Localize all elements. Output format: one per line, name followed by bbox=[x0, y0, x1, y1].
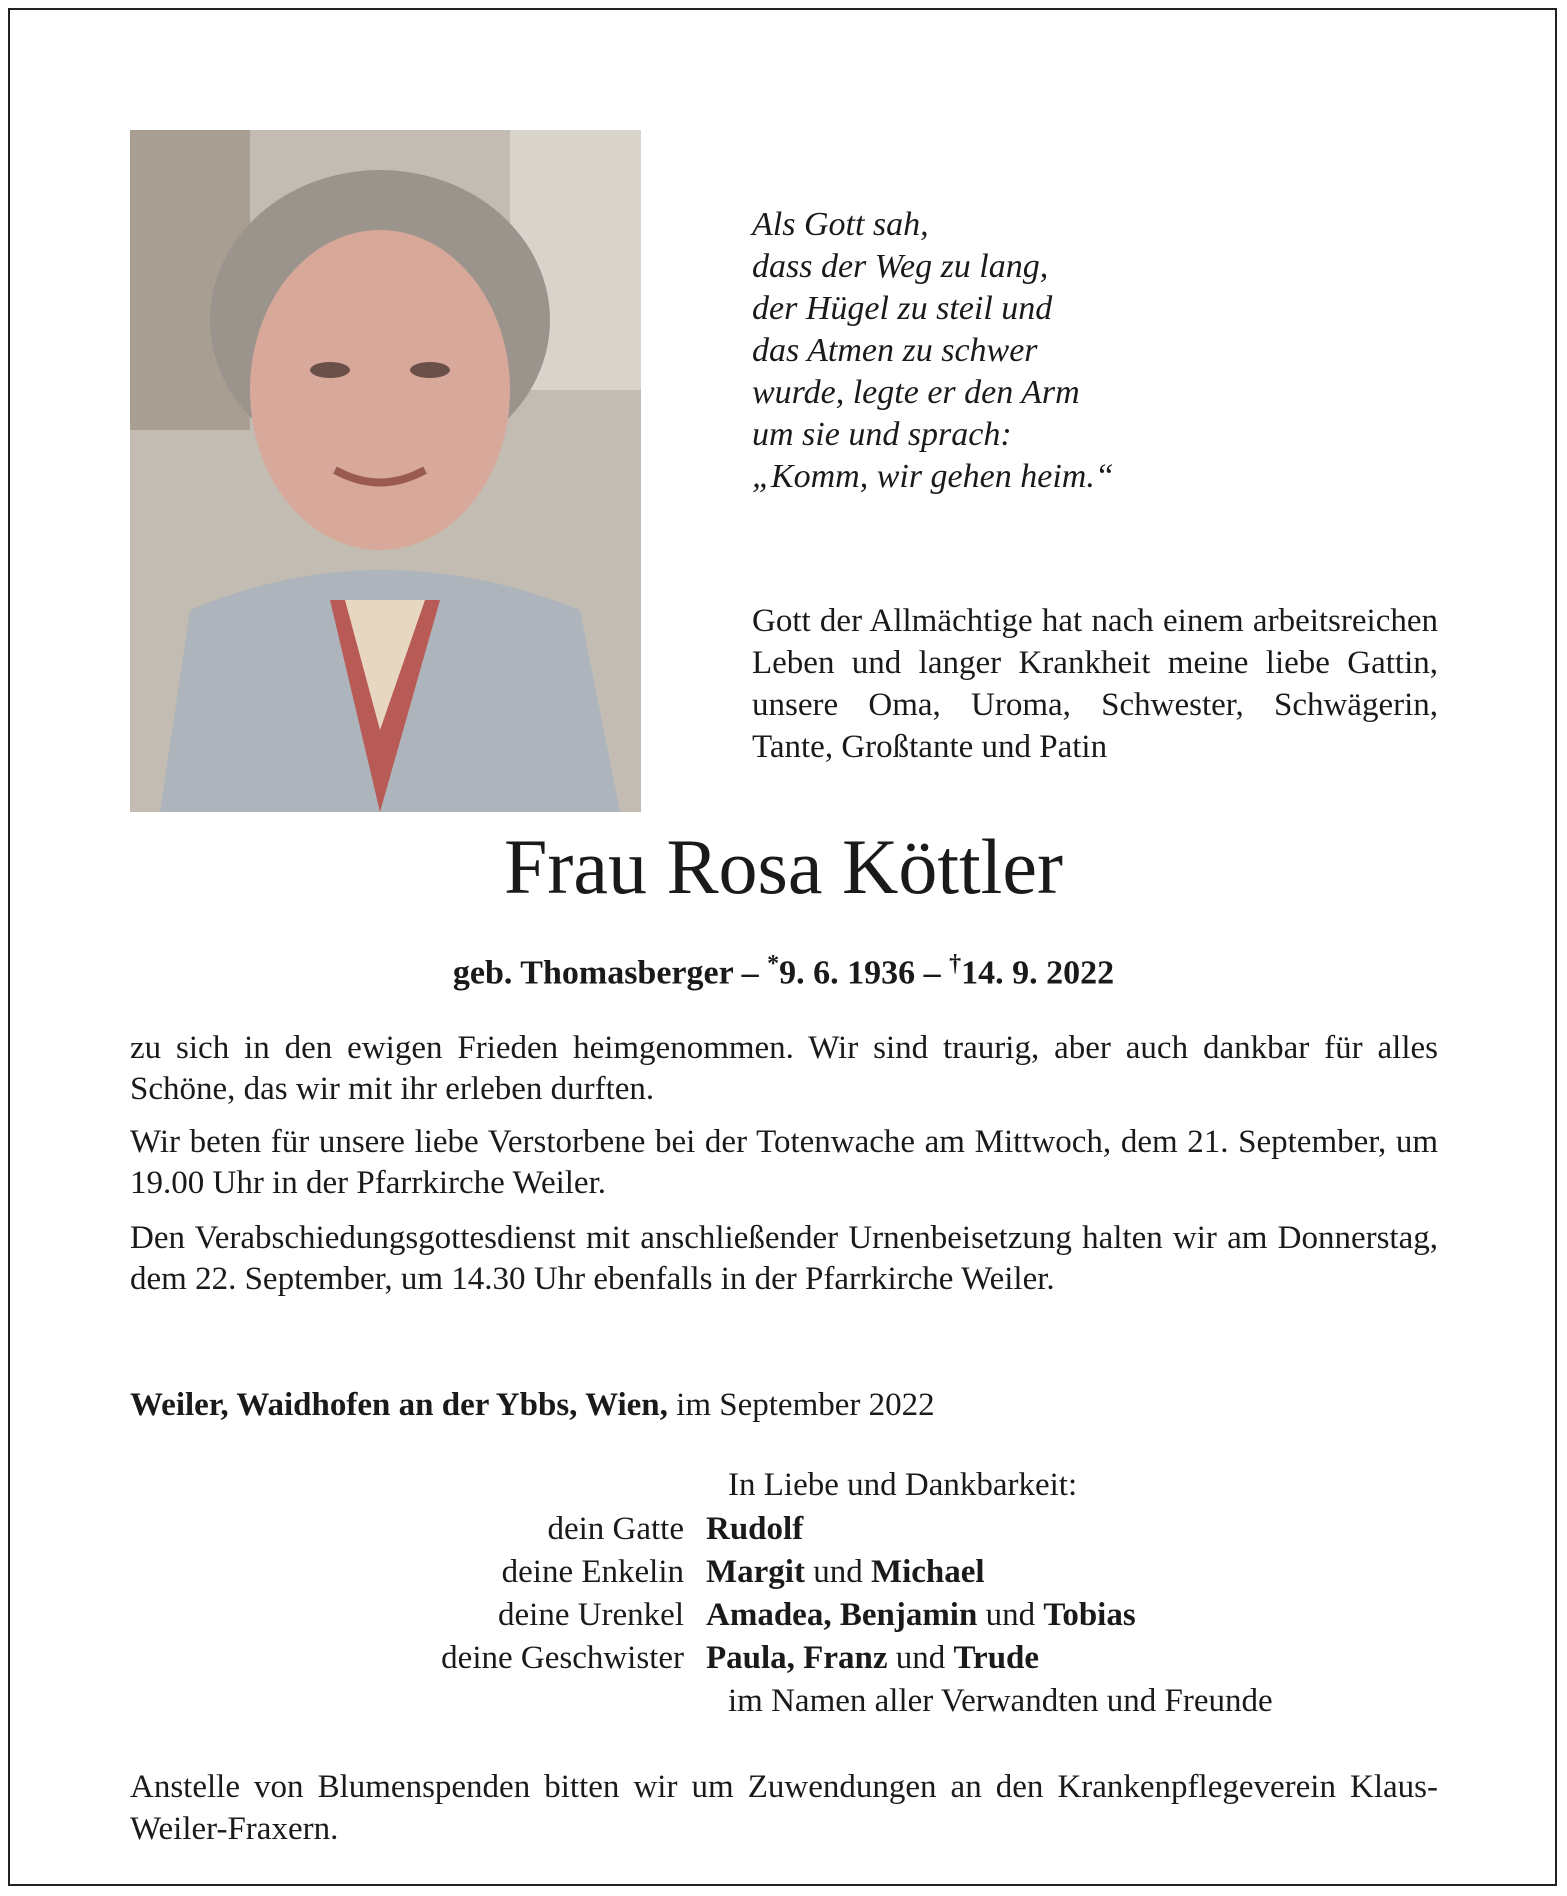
family-names bbox=[706, 1594, 1136, 1637]
dash-1: – bbox=[741, 954, 759, 992]
birth-date: 9. 6. 1936 bbox=[779, 954, 916, 992]
life-dates bbox=[0, 942, 1567, 995]
connector-text: und bbox=[887, 1640, 954, 1676]
poem-line: „Komm, wir gehen heim.“ bbox=[752, 458, 1114, 495]
birth-name: geb. Thomasberger bbox=[452, 954, 734, 992]
deceased-name: Frau Rosa Köttler bbox=[504, 823, 1063, 910]
paragraph-2: Wir beten für unsere liebe Verstorbene bei der Totenwache am Mittwoch, dem 21. September, um 19.00 Uhr in der Pfarrkirche Weiler. bbox=[130, 1124, 1438, 1201]
paragraph-1: zu sich in den ewigen Frieden heimgenommen. Wir sind traurig, aber auch dankbar für alles Schöne, das wir mit ihr erleben durften. bbox=[130, 1030, 1438, 1107]
family-member-name: Margit bbox=[706, 1554, 805, 1590]
family-member-name: Amadea, Benjamin bbox=[706, 1597, 978, 1633]
closing-line: im Namen aller Verwandten und Freunde bbox=[728, 1683, 1273, 1719]
family-row bbox=[130, 1508, 1530, 1551]
place-and-date bbox=[130, 1384, 935, 1426]
family-names bbox=[706, 1637, 1039, 1680]
poem-line: wurde, legte er den Arm bbox=[752, 374, 1080, 411]
portrait-photo bbox=[130, 130, 641, 812]
born-symbol: * bbox=[767, 951, 780, 977]
family-relation: deine Urenkel bbox=[498, 1597, 684, 1633]
poem bbox=[752, 204, 1114, 498]
family-member-name: Trude bbox=[953, 1640, 1040, 1676]
locations: Weiler, Waidhofen an der Ybbs, Wien, bbox=[130, 1387, 668, 1423]
portrait-illustration bbox=[130, 130, 641, 812]
family-member-name: Rudolf bbox=[706, 1511, 804, 1547]
connector-text: und bbox=[804, 1554, 871, 1590]
dash-2: – bbox=[923, 954, 941, 992]
poem-line: dass der Weg zu lang, bbox=[752, 248, 1049, 285]
death-date: 14. 9. 2022 bbox=[961, 954, 1115, 992]
family-row bbox=[130, 1551, 1530, 1594]
family-relation: deine Enkelin bbox=[501, 1554, 684, 1590]
paragraph-3: Den Verabschiedungsgottesdienst mit anschließender Urnenbeisetzung halten wir am Donnerstag, dem 22. September, um 14.30 Uhr ebenfalls in der Pfarrkirche Weiler. bbox=[130, 1220, 1438, 1297]
intro-text: Gott der Allmächtige hat nach einem arbeitsreichen Leben und langer Krankheit meine liebe Gattin, unsere Oma, Uroma, Schwester, Schwägerin, Tante, Großtante und Patin bbox=[752, 603, 1438, 765]
family-member-name: Paula, Franz bbox=[706, 1640, 888, 1676]
month-date: im September 2022 bbox=[676, 1387, 935, 1423]
poem-line: um sie und sprach: bbox=[752, 416, 1012, 453]
donation-note: Anstelle von Blumenspenden bitten wir um Zuwendungen an den Krankenpflegeverein Klaus-Weiler-Fraxern. bbox=[130, 1769, 1438, 1847]
poem-line: das Atmen zu schwer bbox=[752, 332, 1038, 369]
thanks-line: In Liebe und Dankbarkeit: bbox=[728, 1467, 1078, 1503]
family-names bbox=[706, 1551, 985, 1594]
poem-line: der Hügel zu steil und bbox=[752, 290, 1053, 327]
family-relation: dein Gatte bbox=[547, 1511, 684, 1547]
family-relation: deine Geschwister bbox=[441, 1640, 684, 1676]
family-row bbox=[130, 1637, 1530, 1680]
family-list bbox=[130, 1508, 1530, 1680]
died-symbol: † bbox=[949, 951, 962, 977]
poem-line: Als Gott sah, bbox=[752, 206, 929, 243]
family-member-name: Michael bbox=[870, 1554, 985, 1590]
connector-text: und bbox=[977, 1597, 1044, 1633]
family-names bbox=[706, 1508, 803, 1551]
family-row bbox=[130, 1594, 1530, 1637]
family-member-name: Tobias bbox=[1043, 1597, 1136, 1633]
